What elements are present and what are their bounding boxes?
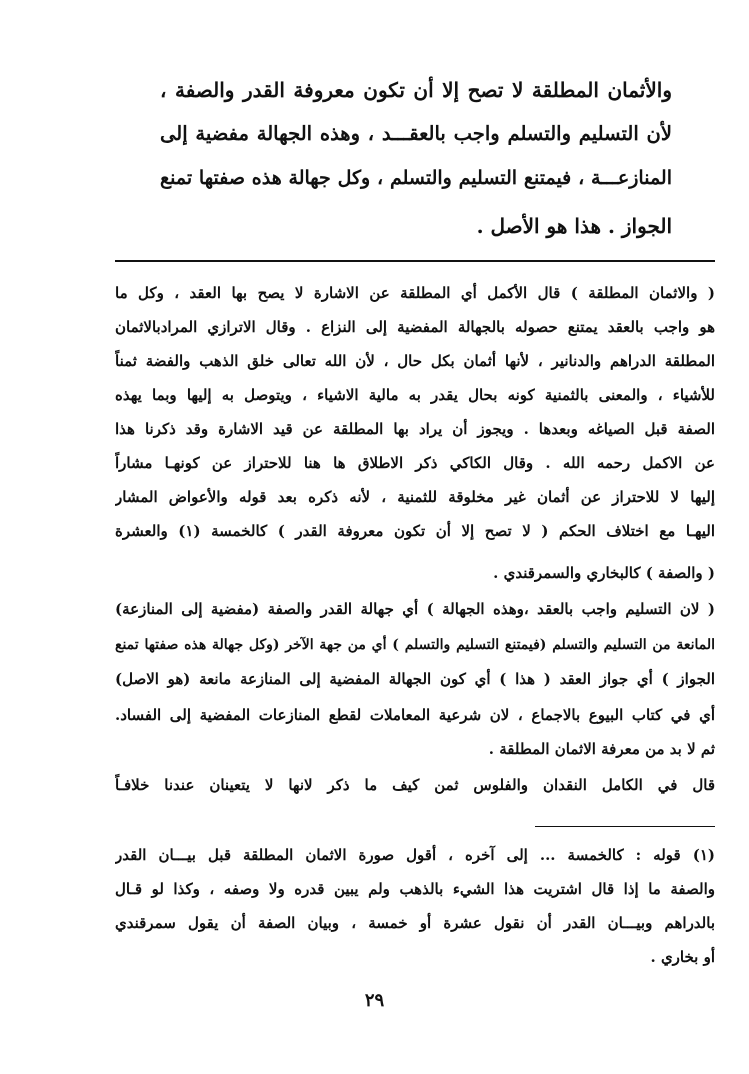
main-divider <box>115 260 715 262</box>
commentary-line: قال في الكامل النقدان والفلوس ثمن كيف ما ذكر لانها لا يتعينان عندنا خلافـاً <box>115 776 715 794</box>
footnote-divider <box>535 826 715 827</box>
main-text-line: المنازعـــة ، فيمتنع التسليم والتسلم ، وكل جهالة هذه صفتها تمنع <box>160 167 672 189</box>
commentary-line: اليهـا مع اختلاف الحكم ( لا تصح إلا أن تكون معروفة القدر ) كالخمسة (١) والعشرة <box>115 522 715 540</box>
footnote-line: والصفة ما إذا قال اشتريت هذا الشيء بالذهب ولم يبين قدره ولا وصفه ، وكذا لو قـال <box>115 880 715 898</box>
commentary-line: عن الاكمل رحمه الله . وقال الكاكي ذكر الاطلاق ها هنا للاحتراز عن كونهـا مشاراً <box>115 454 715 472</box>
main-text-line: والأثمان المطلقة لا تصح إلا أن تكون معروفة القدر والصفة ، <box>160 78 672 102</box>
footnote-line: أو بخاري . <box>650 948 715 966</box>
main-text-line: الجواز . هذا هو الأصل . <box>476 214 672 238</box>
commentary-line: ثم لا بد من معرفة الاثمان المطلقة . <box>488 740 715 758</box>
footnote-line: بالدراهم وبيـــان القدر أن نقول عشرة أو خمسة ، وبيان الصفة أن يقول سمرقندي <box>115 914 715 932</box>
commentary-line: ( والصفة ) كالبخاري والسمرقندي . <box>493 564 715 582</box>
commentary-line: ( والاثمان المطلقة ) قال الأكمل أي المطلقة عن الاشارة لا يصح بها العقد ، وكل ما <box>115 284 715 302</box>
commentary-line: للأشياء ، والمعنى بالثمنية كونه بحال يقدر به مالية الاشياء ، ويتوصل به إليها وبما يهذه <box>115 386 715 404</box>
commentary-line: هو واجب بالعقد يمتنع حصوله بالجهالة المفضية إلى النزاع . وقال الاترازي المرادبالاثمان <box>115 318 715 336</box>
commentary-line: أي في كتاب البيوع بالاجماع ، لان شرعية المعاملات لقطع المنازعات المفضية إلى الفساد. <box>115 706 715 724</box>
commentary-line: الصفة قبل الصياغه وبعدها . ويجوز أن يراد بها المطلقة عن قيد الاشارة وقد ذكرنا هذا <box>115 420 715 438</box>
commentary-line: الجواز ) أي جواز العقد ( هذا ) أي كون الجهالة المفضية إلى المنازعة مانعة (هو الاصل) <box>115 670 715 688</box>
commentary-line: المطلقة الدراهم والدنانير ، لأنها أثمان بكل حال ، لأن الله تعالى خلق الذهب والفضة ثمناً <box>115 352 715 370</box>
commentary-line: إليها لا للاحتراز عن أثمان غير مخلوقة للثمنية ، لأنه ذكره بعد قوله والأعواض المشار <box>115 488 715 506</box>
commentary-line: المانعة من التسليم والتسلم (فيمتنع التسليم والتسلم ) أي من جهة الآخر (وكل جهالة هذه صفتها تمنع <box>115 637 715 653</box>
footnote-line: (١) قوله : كالخمسة ... إلى آخره ، أقول صورة الاثمان المطلقة قبل بيـــان القدر <box>115 846 715 864</box>
main-text-line: لأن التسليم والتسلم واجب بالعقـــد ، وهذه الجهالة مفضية إلى <box>160 122 672 145</box>
commentary-line: ( لان التسليم واجب بالعقد ،وهذه الجهالة ) أي جهالة القدر والصفة (مفضية إلى المنازعة) <box>115 600 715 618</box>
page-number: ٢٩ <box>364 990 385 1011</box>
